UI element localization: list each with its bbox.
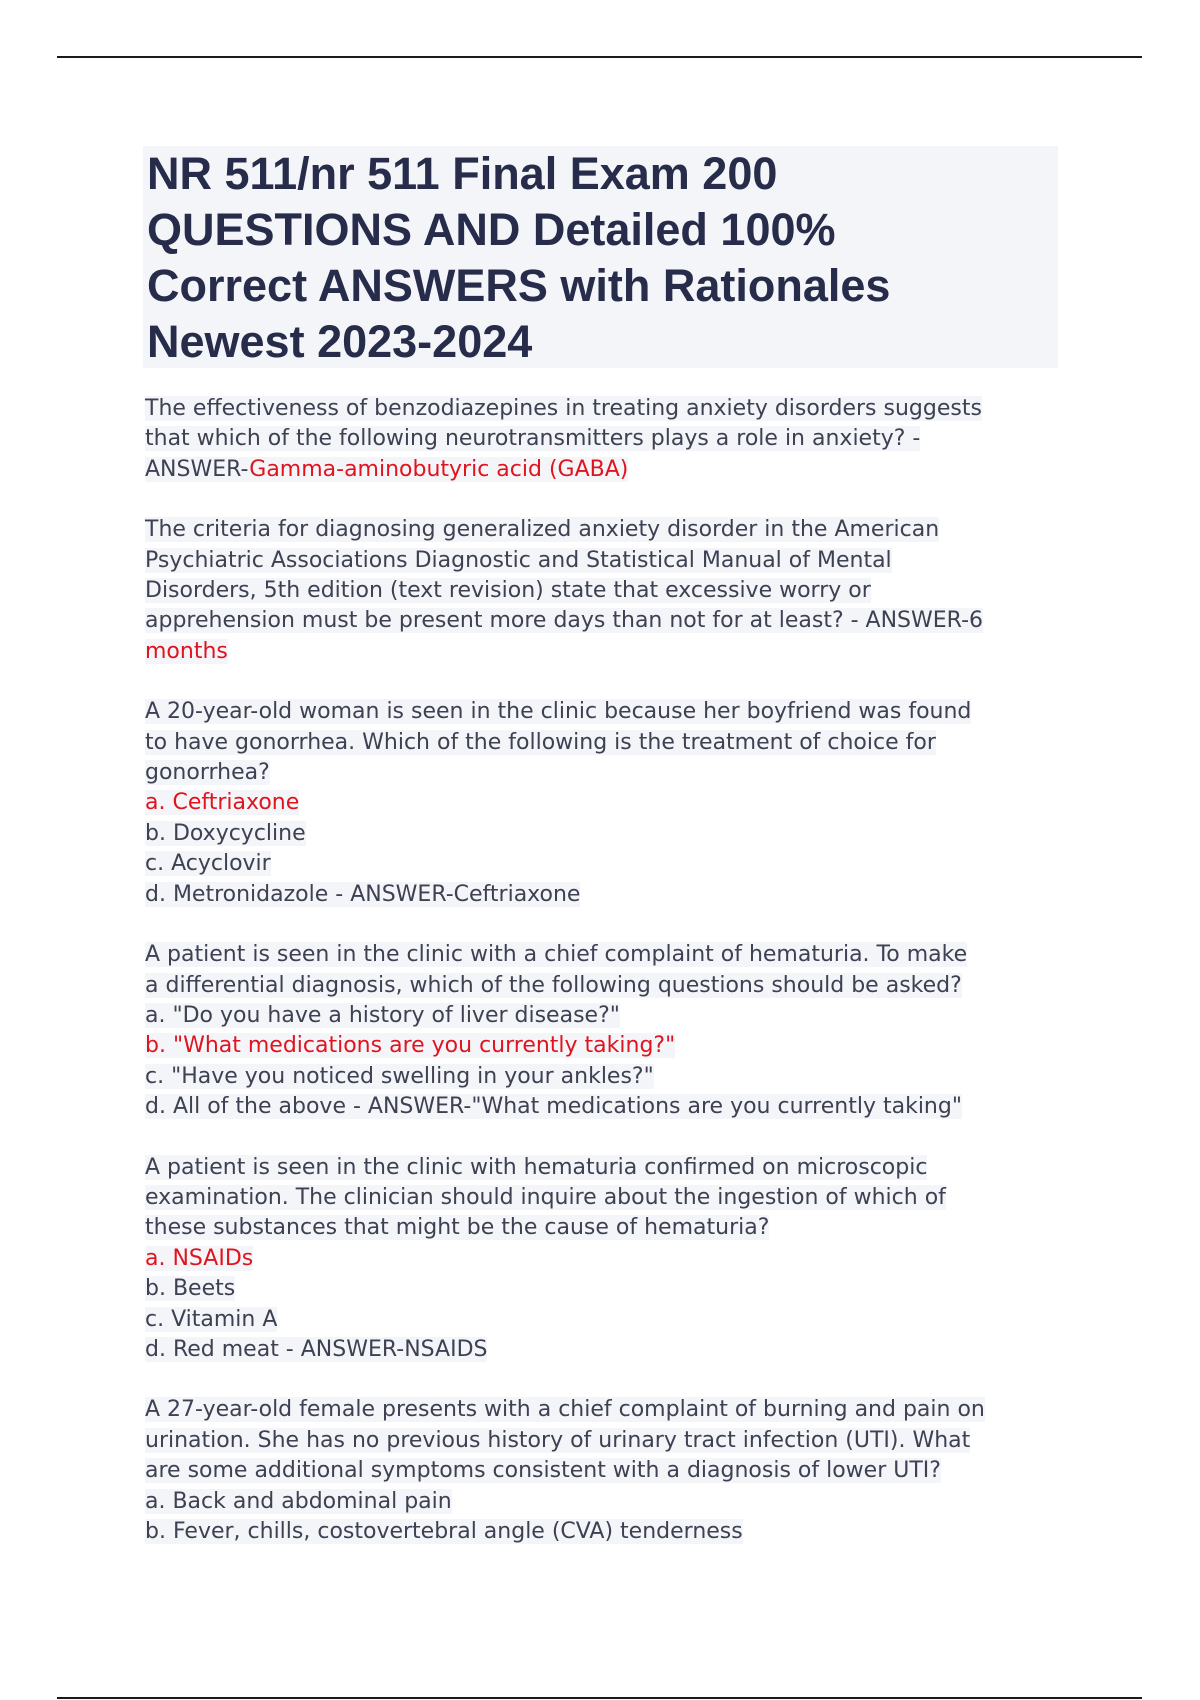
option: a. Back and abdominal pain bbox=[145, 1488, 452, 1514]
question-text-line: that which of the following neurotransmitters plays a role in anxiety? - bbox=[145, 426, 921, 452]
question-5 bbox=[145, 1153, 1065, 1366]
question-3 bbox=[145, 697, 1065, 910]
answer-label: ANSWER- bbox=[145, 456, 250, 482]
question-text-line: A patient is seen in the clinic with hematuria confirmed on microscopic bbox=[145, 1154, 928, 1180]
option: b. Fever, chills, costovertebral angle (CVA) tenderness bbox=[145, 1519, 743, 1544]
question-text-line: Disorders, 5th edition (text revision) state that excessive worry or bbox=[145, 578, 871, 604]
question-text-line: to have gonorrhea. Which of the following is the treatment of choice for bbox=[145, 729, 936, 755]
option: b. Beets bbox=[145, 1276, 236, 1302]
top-rule bbox=[57, 56, 1142, 58]
option: b. Doxycycline bbox=[145, 820, 306, 846]
title-line: Correct ANSWERS with Rationales bbox=[147, 260, 891, 311]
question-text-line: these substances that might be the cause of hematuria? bbox=[145, 1215, 770, 1241]
title-line: NR 511/nr 511 Final Exam 200 bbox=[147, 148, 778, 199]
bottom-rule bbox=[57, 1697, 1142, 1699]
question-2 bbox=[145, 515, 1065, 667]
question-4 bbox=[145, 940, 1065, 1122]
answer-line bbox=[145, 455, 1065, 485]
question-text-line: A 20-year-old woman is seen in the clinic because her boyfriend was found bbox=[145, 699, 972, 725]
title-line: Newest 2023-2024 bbox=[147, 316, 533, 367]
option: d. Metronidazole - ANSWER-Ceftriaxone bbox=[145, 881, 581, 907]
question-text-line: gonorrhea? bbox=[145, 760, 270, 786]
option-correct: a. NSAIDs bbox=[145, 1245, 254, 1271]
question-1 bbox=[145, 394, 1065, 485]
option: c. "Have you noticed swelling in your ankles?" bbox=[145, 1063, 654, 1089]
answer-line bbox=[145, 637, 1065, 667]
page-title bbox=[147, 146, 1058, 370]
option-correct: a. Ceftriaxone bbox=[145, 790, 300, 816]
question-text-line: a differential diagnosis, which of the following questions should be asked? bbox=[145, 972, 962, 998]
question-6 bbox=[145, 1395, 1065, 1547]
option: a. "Do you have a history of liver disease?" bbox=[145, 1002, 620, 1028]
option: c. Acyclovir bbox=[145, 851, 271, 877]
question-text-line: A 27-year-old female presents with a chief complaint of burning and pain on bbox=[145, 1397, 985, 1423]
question-text-line: The criteria for diagnosing generalized anxiety disorder in the American bbox=[145, 517, 940, 543]
correct-answer: months bbox=[145, 638, 228, 664]
title-block bbox=[143, 146, 1058, 368]
question-text-line: A patient is seen in the clinic with a chief complaint of hematuria. To make bbox=[145, 942, 968, 968]
question-text-line: Psychiatric Associations Diagnostic and Statistical Manual of Mental bbox=[145, 547, 892, 573]
option: c. Vitamin A bbox=[145, 1306, 278, 1332]
correct-answer: Gamma-aminobutyric acid (GABA) bbox=[249, 456, 629, 482]
option-correct: b. "What medications are you currently taking?" bbox=[145, 1033, 676, 1059]
question-text-line: examination. The clinician should inquire about the ingestion of which of bbox=[145, 1184, 946, 1210]
question-text-line: apprehension must be present more days than not for at least? - ANSWER-6 bbox=[145, 608, 983, 634]
question-text-line: urination. She has no previous history of urinary tract infection (UTI). What bbox=[145, 1427, 971, 1453]
title-line: QUESTIONS AND Detailed 100% bbox=[147, 204, 836, 255]
question-text-line: The effectiveness of benzodiazepines in treating anxiety disorders suggests bbox=[145, 396, 982, 421]
option: d. Red meat - ANSWER-NSAIDS bbox=[145, 1336, 488, 1362]
question-text-line: are some additional symptoms consistent with a diagnosis of lower UTI? bbox=[145, 1458, 941, 1484]
question-list bbox=[145, 394, 1065, 1577]
option: d. All of the above - ANSWER-"What medications are you currently taking" bbox=[145, 1094, 962, 1120]
